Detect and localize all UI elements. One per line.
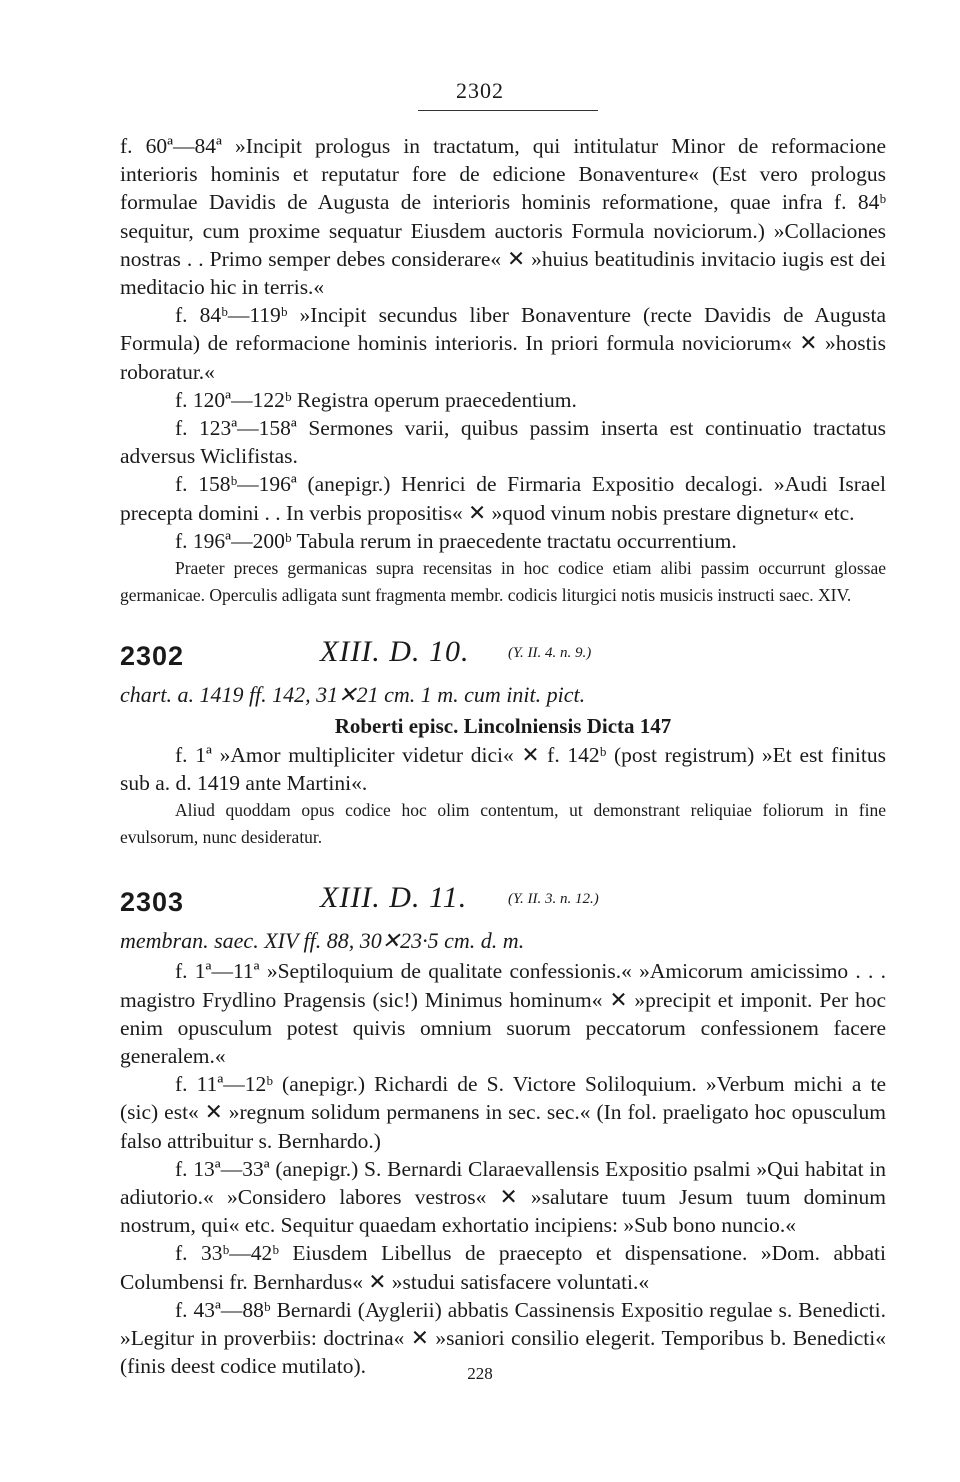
prev-entry-line: f. 60ª—84ª »Incipit prologus in tractatum, qui intitulatur Minor de reformacione interioris hominis et reputatur fore de edicione Bonaventure« (Est vero prologus formulae Davidis de Augusta de interioris hominis reformatione, quae infra f. 84ᵇ sequitur, cum proxime sequatur Eiusdem auctoris Formula noviciorum.) »Collaciones nostras . . Primo semper debes considerare« ✕ »huius beatitudinis invitacio iugis est dei meditacio hic in terris.« bbox=[120, 134, 886, 300]
prev-entry-line: f. 196ª—200ᵇ Tabula rerum in praecedente tractatu occurrentium. bbox=[175, 528, 737, 553]
entry-number: 2303 bbox=[120, 887, 185, 918]
entry-text: f. 1ª »Amor multipliciter videtur dici« ✕ f. 142ᵇ (post registrum) »Et est finitus sub a. d. 1419 ante Martini«. bbox=[120, 743, 886, 796]
entry-item: f. 33ᵇ—42ᵇ Eiusdem Libellus de praecepto et dispensatione. »Dom. abbati Columbensi fr. Bernhardus« ✕ »studui satisfacere voluntati.« bbox=[120, 1241, 886, 1294]
entry-note: Aliud quoddam opus codice hoc olim contentum, ut demonstrant reliquiae foliorum in fine evulsorum, nunc desideratur. bbox=[120, 800, 886, 848]
prev-entry-line: f. 84ᵇ—119ᵇ »Incipit secundus liber Bonaventure (recte Davidis de Augusta Formula) de reformacione hominis interioris. In priori formula noviciorum« ✕ »hostis roboratur.« bbox=[120, 303, 886, 384]
entry-item: f. 43ª—88ᵇ Bernardi (Ayglerii) abbatis Cassinensis Expositio regulae s. Benedicti. »Legitur in proverbiis: doctrina« ✕ »saniori consilio elegerit. Temporibus b. Benedicti« (finis deest codice mutilato). bbox=[120, 1297, 886, 1379]
entry-number: 2302 bbox=[120, 641, 185, 672]
prev-note: Praeter preces germanicas supra recensitas in hoc codice etiam alibi passim occurrunt glossae germanicae. Operculis adligata sunt fragmenta membr. codicis liturgici notis musicis instructi saec. XIV. bbox=[120, 558, 886, 606]
entry-title: Roberti episc. Lincolniensis Dicta 147 bbox=[334, 714, 672, 739]
text-column bbox=[120, 132, 886, 1381]
running-head-number: 2302 bbox=[456, 78, 504, 103]
entry-old-signature: (Y. II. 3. n. 12.) bbox=[508, 891, 599, 908]
entry-header-2302 bbox=[120, 635, 886, 679]
entry-signature: XIII. D. 11. bbox=[320, 881, 468, 915]
entry-item: f. 13ª—33ª (anepigr.) S. Bernardi Claraevallensis Expositio psalmi »Qui habitat in adiutorio.« »Considero labores vestros« ✕ »salutare tuum Jesum tuum dominum nostrum, qui« etc. Sequitur quaedam exhortatio incipiens: »Sub bono nuncio.« bbox=[120, 1156, 886, 1238]
entry-item: f. 1ª—11ª »Septiloquium de qualitate confessionis.« »Amicorum amicissimo . . . magistro Frydlino Pragensis (sic!) Minimus hominum« ✕ »precipit et imponit. Per hoc enim opusculum potest quivis omnium suorum peccatorum confessionem facere generalem.« bbox=[120, 959, 886, 1069]
prev-entry-line: f. 158ᵇ—196ª (anepigr.) Henrici de Firmaria Expositio decalogi. »Audi Israel precepta domini . . In verbis propositis« ✕ »quod vinum nobis prestare dignetur« etc. bbox=[120, 472, 886, 525]
entry-item: f. 11ª—12ᵇ (anepigr.) Richardi de S. Victore Soliloquium. »Verbum michi a te (sic) est« ✕ »regnum solidum permanens in sec. sec.« (In fol. praeligato hoc opusculum falso attribuitur s. Bernhardo.) bbox=[120, 1072, 886, 1153]
prev-entry-line: f. 120ª—122ᵇ Registra operum praecedentium. bbox=[175, 387, 577, 412]
folio-number: 228 bbox=[467, 1364, 493, 1383]
entry-description: membran. saec. XIV ff. 88, 30✕23·5 cm. d. m. bbox=[120, 928, 525, 954]
entry-old-signature: (Y. II. 4. n. 9.) bbox=[508, 645, 592, 662]
entry-description: chart. a. 1419 ff. 142, 31✕21 cm. 1 m. cum init. pict. bbox=[120, 682, 586, 708]
entry-header-2303 bbox=[120, 881, 886, 925]
prev-entry-line: f. 123ª—158ª Sermones varii, quibus passim inserta est continuatio tractatus adversus Wiclifistas. bbox=[120, 416, 886, 469]
running-head-rule bbox=[418, 110, 598, 111]
entry-signature: XIII. D. 10. bbox=[320, 635, 470, 669]
